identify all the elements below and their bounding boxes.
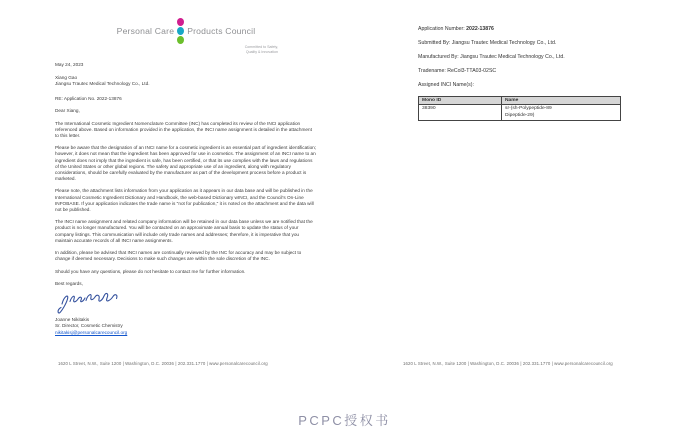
table-cell-name <box>502 105 621 121</box>
salutation: Dear Xiang, <box>55 108 80 114</box>
signer-name: Joanne Nikitakis <box>55 316 90 322</box>
application-number-label: Application Number: <box>418 26 465 32</box>
pcpc-logo <box>92 18 280 54</box>
submitted-by-line <box>418 40 673 46</box>
recipient-company: Jiangsu Trautec Medical Technology Co., Ltd. <box>55 80 150 86</box>
tradename-line <box>418 68 673 74</box>
inci-name-value: sr-(sh-Polypeptide-89 Dipeptide-29) <box>505 106 552 118</box>
letter-paragraph-5: In addition, please be advised that INCI names are continually reviewed by the INC for accuracy and may be subject to change if deemed necessary. Decisions to make such changes are within the sole discretion of the INC. <box>55 250 302 262</box>
attachment-footer: 1620 L Street, N.W., Suite 1200 | Washington, D.C. 20036 | 202.331.1770 | www.personalcarecouncil.org <box>403 361 613 366</box>
pcpc-logo-row <box>92 18 280 44</box>
table-cell-mono-id: 38390 <box>419 105 502 121</box>
letter-paragraph-2: Please be aware that the designation of an INCI name for a cosmetic ingredient is an essential part of ingredient identification; however, it does not mean that the ingredient has been approved for use in cosmetics. The assignment of an INCI name to an ingredient does not imply that the ingredient is safe, has been certified, or that its use complies with the laws and regulations of the United States or other global regions. The safety and appropriate use of an ingredient, along with regulatory considerations, should be carefully evaluated by the manufacturer as part of the development process before a product is marketed. <box>55 145 317 182</box>
recipient-address <box>55 75 317 88</box>
logo-dot-magenta-icon <box>177 18 184 26</box>
tradename-label: Tradename: <box>418 68 446 74</box>
signer-email-link[interactable]: nikitakisj@personalcarecouncil.org <box>55 330 128 336</box>
tradename-value: ReCol3-TTA03-02SC <box>447 68 497 74</box>
table-header-name: Name <box>502 97 621 105</box>
letter-date: May 24, 2023 <box>55 62 84 68</box>
application-number-value: 2022-13876 <box>466 26 494 32</box>
page-caption: PCPC授权书 <box>298 413 391 428</box>
logo-dot-green-icon <box>177 36 184 44</box>
letter-body <box>55 62 317 336</box>
signer-title: Sr. Director, Cosmetic Chemistry <box>55 323 123 329</box>
logo-dot-teal-icon <box>177 27 184 35</box>
signature-block <box>55 317 317 337</box>
table-header-mono-id: Mono ID <box>419 97 502 105</box>
recipient-name: Xiang Gao <box>55 74 78 80</box>
assigned-inci-label: Assigned INCI Name(s): <box>418 82 474 88</box>
letter-footer: 1620 L Street, N.W., Suite 1200 | Washington, D.C. 20036 | 202.331.1770 | www.personalcarecouncil.org <box>58 361 268 366</box>
logo-text-left: Personal Care <box>116 26 175 36</box>
manufactured-by-value: Jiangsu Trautec Medical Technology Co., Ltd. <box>460 54 565 60</box>
submitted-by-label: Submitted By: <box>418 40 451 46</box>
inci-name-table <box>418 96 621 121</box>
attachment-page <box>418 26 673 121</box>
letter-paragraph-1: The International Cosmetic Ingredient Nomenclature Committee (INC) has completed its review of the INCI application referenced above. Based on information provided in the application, the INCI name assignment is detailed in the attachment to this letter. <box>55 120 312 139</box>
manufactured-by-label: Manufactured By: <box>418 54 459 60</box>
closing: Best regards, <box>55 280 83 286</box>
logo-text-right: Products Council <box>187 26 256 36</box>
logo-tagline <box>92 45 280 54</box>
letter-paragraph-4: The INCI name assignment and related company information will be retained in our data base unless we are notified that the product is no longer manufactured. You will be contacted on an approximate annual basis to update the status of your company listings. This communication will include only trade names and addresses; therefore, it is imperative that you maintain accurate records of all INCI name assignments. <box>55 219 313 243</box>
re-line: RE: Application No. 2022-13876 <box>55 96 122 102</box>
letter-paragraph-3: Please note, the attachment lists information from your application as it appears in our data base and will be published in the International Cosmetic Ingredient Dictionary and Handbook, the web-based Dictionary wINCI, and the Council's On-Line INFOBASE. If your application indicates the trade name is "not for publication," it is noted on the attachment and the data will not be published. <box>55 188 314 213</box>
submitted-by-value: Jiangsu Trautec Medical Technology Co., Ltd. <box>451 40 557 46</box>
table-row <box>419 105 621 121</box>
logo-dots-icon <box>177 18 184 44</box>
letter-paragraph-6: Should you have any questions, please do not hesitate to contact me for further information. <box>55 268 246 274</box>
logo-tagline-line2: Quality & Innovation <box>245 49 278 54</box>
manufactured-by-line <box>418 54 673 60</box>
table-header-row <box>419 97 621 105</box>
logo-tagline-line1: Committed to Safety, <box>244 45 278 49</box>
letter-page <box>55 14 317 374</box>
application-number-line <box>418 26 673 32</box>
signature-image <box>57 289 121 315</box>
